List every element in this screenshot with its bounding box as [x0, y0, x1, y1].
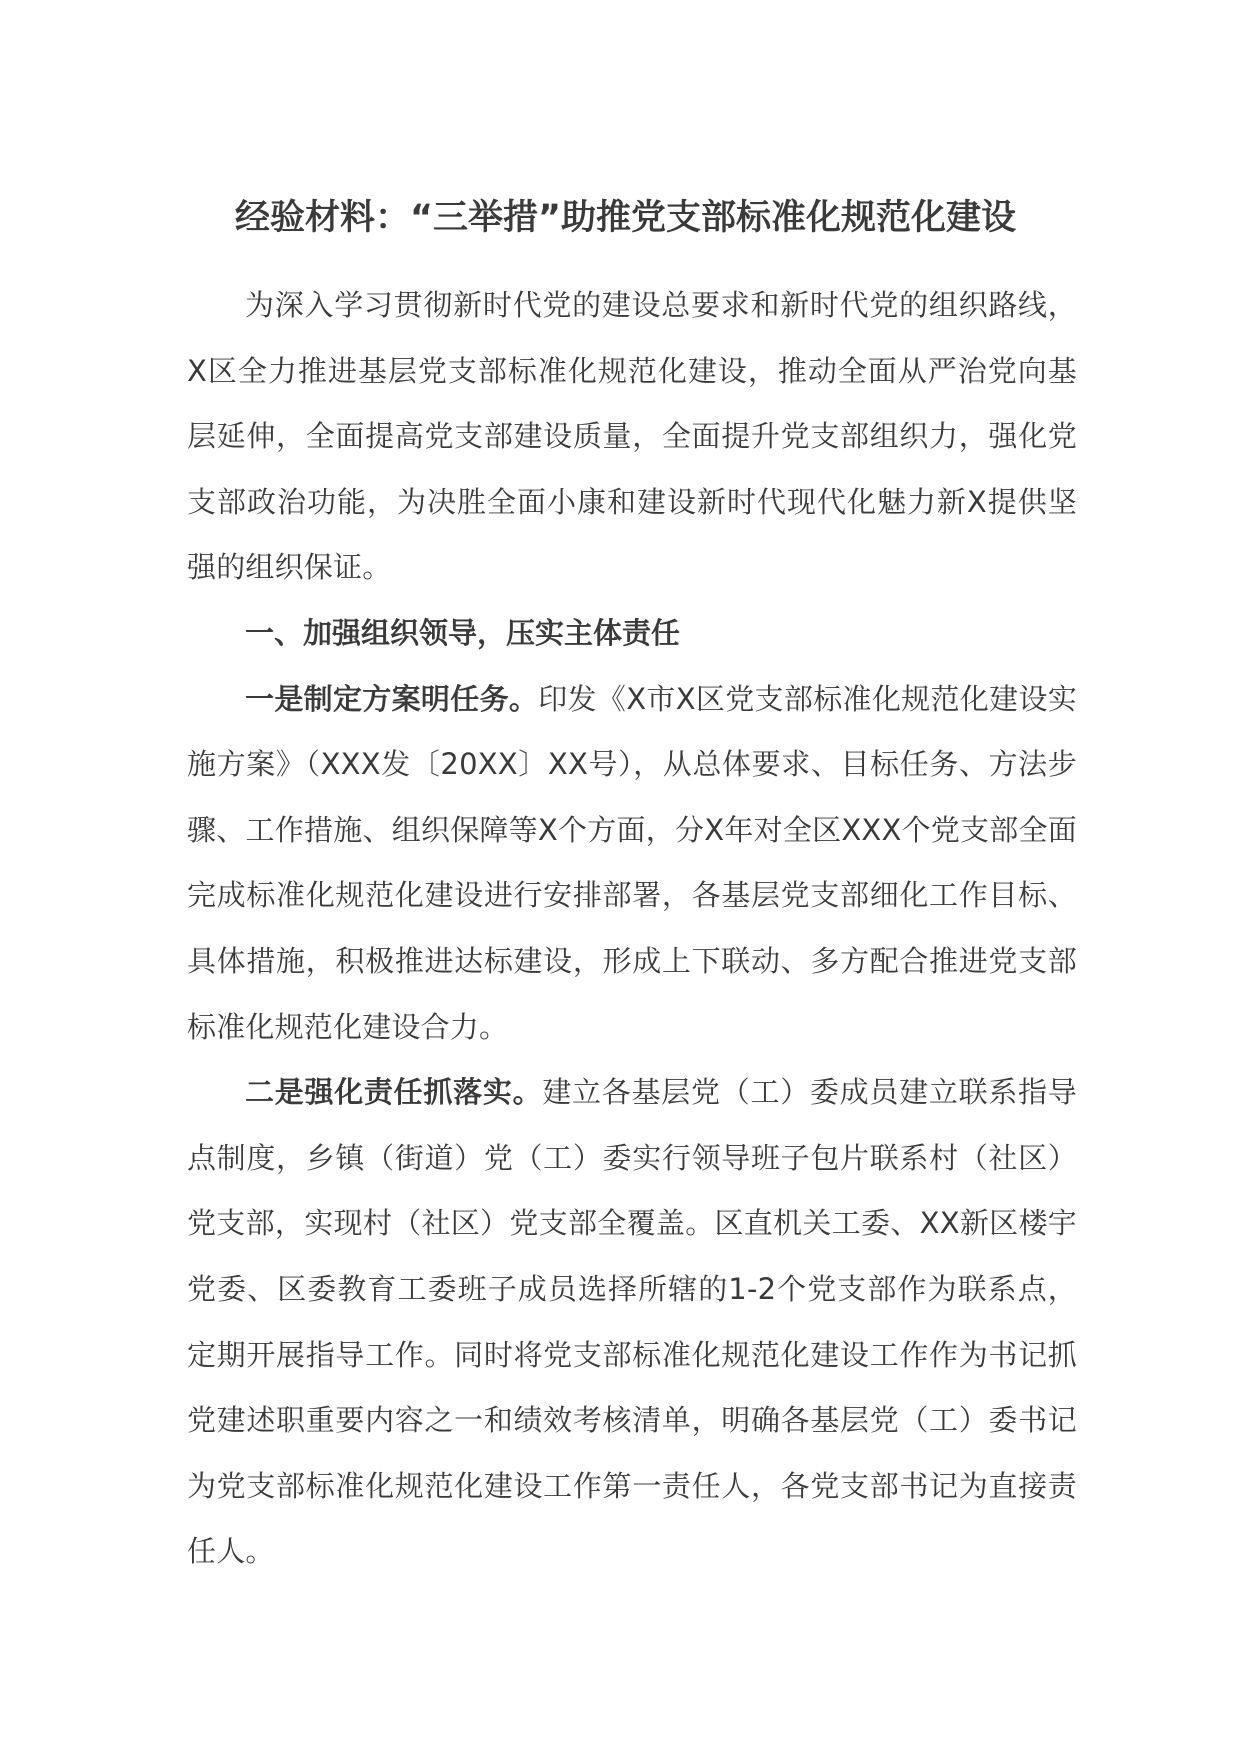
- measure-lead: 一是制定方案明任务。: [245, 681, 539, 716]
- intro-paragraph: 为深入学习贯彻新时代党的建设总要求和新时代党的组织路线，X区全力推进基层党支部标准化规范化建设，推动全面从严治党向基层延伸，全面提高党支部建设质量，全面提升党支部组织力，强化党支部政治功能，为决胜全面小康和建设新时代现代化魅力新X提供坚强的组织保证。: [187, 288, 1077, 585]
- measure-text: 建立各基层党（工）委成员建立联系指导点制度，乡镇（街道）党（工）委实行领导班子包片联系村（社区）党支部，实现村（社区）党支部全覆盖。区直机关工委、XX新区楼宇党委、区委教育工委班子成员选择所辖的1-2个党支部作为联系点，定期开展指导工作。同时将党支部标准化规范化建设工作作为书记抓党建述职重要内容之一和绩效考核清单，明确各基层党（工）委书记为党支部标准化规范化建设工作第一责任人，各党支部书记为直接责任人。: [187, 1075, 1077, 1569]
- measure-text: 印发《X市X区党支部标准化规范化建设实施方案》（XXX发〔20XX〕XX号），从总体要求、目标任务、方法步骤、工作措施、组织保障等X个方面，分X年对全区XXX个党支部全面完成标准化规范化建设进行安排部署，各基层党支部细化工作目标、具体措施，积极推进达标建设，形成上下联动、多方配合推进党支部标准化规范化建设合力。: [187, 681, 1077, 1044]
- measure-paragraph-1: [187, 667, 1077, 1061]
- document-content: [187, 190, 1077, 1585]
- measure-paragraph-2: [187, 1060, 1077, 1585]
- measure-lead: 二是强化责任抓落实。: [245, 1075, 543, 1110]
- document-title: 经验材料：“三举措”助推党支部标准化规范化建设: [235, 198, 1017, 238]
- section-heading: 一、加强组织领导，压实主体责任: [245, 615, 681, 650]
